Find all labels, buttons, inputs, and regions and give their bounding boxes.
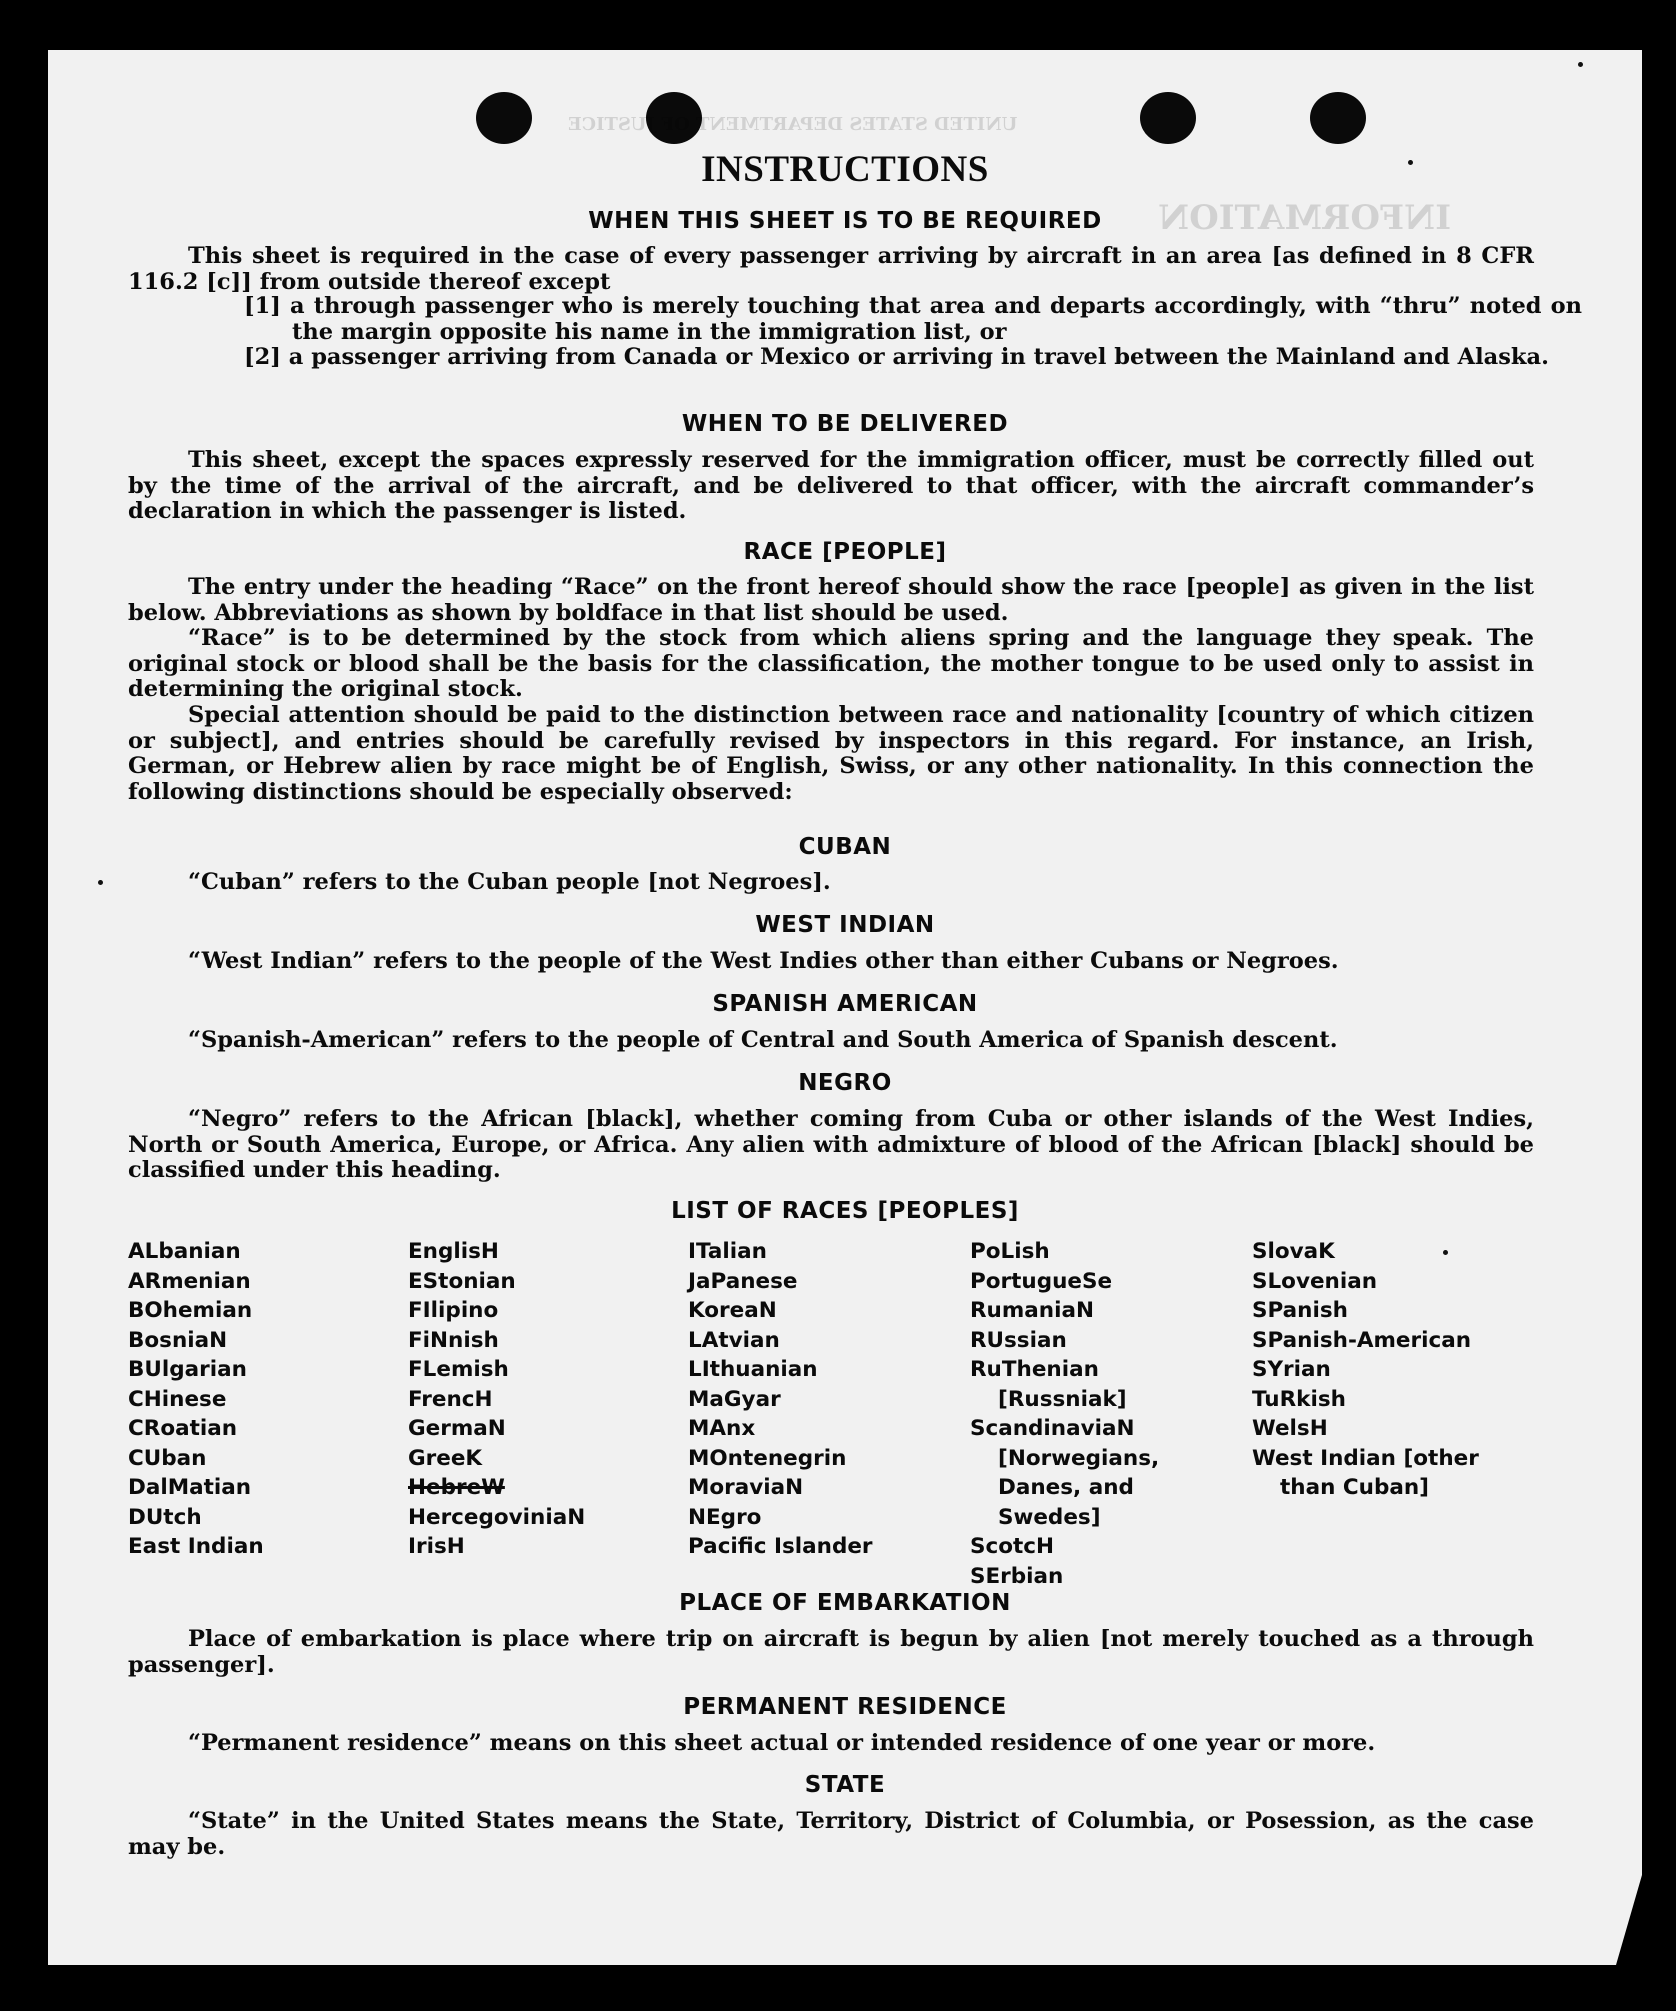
race-item: SYrian (1252, 1357, 1331, 1382)
heading-negro: NEGRO (798, 1070, 892, 1096)
race-item: EStonian (408, 1268, 516, 1294)
race-item: BUlgarian (128, 1357, 247, 1382)
race-item: West Indian [other than Cuban] (1252, 1445, 1479, 1500)
race-item: RuThenian [Russniak] (970, 1357, 1127, 1412)
race-item: SErbian (970, 1563, 1064, 1589)
race-item: SlovaK (1252, 1239, 1335, 1264)
paragraph: “Spanish-American” refers to the people of Central and South America of Spanish descent. (188, 1027, 1338, 1053)
heading-when-delivered: WHEN TO BE DELIVERED (681, 411, 1009, 437)
race-item: BOhemian (128, 1298, 253, 1323)
heading-west-indian: WEST INDIAN (755, 912, 935, 938)
torn-corner (1616, 1875, 1642, 1965)
heading-state: STATE (804, 1772, 886, 1798)
race-item: ARmenian (128, 1268, 251, 1294)
race-item: NEgro (688, 1504, 762, 1530)
paragraph: “Permanent residence” means on this sheet actual or intended residence of one year or more. (188, 1730, 1376, 1756)
race-item: FiNnish (408, 1327, 499, 1353)
speck (1408, 160, 1413, 165)
paragraph: “State” in the United States means the State, Territory, District of Columbia, or Posession, as the case may be. (128, 1808, 1534, 1860)
paragraph: The entry under the heading “Race” on the front hereof should show the race [people] as given in the list below. Abbreviations as shown by boldface in that list should be used. (128, 574, 1534, 626)
race-item: PoLish (970, 1239, 1050, 1264)
race-item: CHinese (128, 1386, 227, 1412)
heading-list-of-races: LIST OF RACES [PEOPLES] (671, 1198, 1019, 1224)
race-item: DalMatian (128, 1475, 252, 1500)
race-item: RUssian (970, 1327, 1067, 1353)
race-column-4 (970, 1237, 1230, 1591)
bleed-through: UNITED STATES DEPARTMENT OF JUSTICE (568, 114, 1018, 135)
race-item: RumaniaN (970, 1298, 1094, 1323)
heading-spanish-american: SPANISH AMERICAN (712, 991, 978, 1017)
speck (1578, 62, 1583, 67)
race-item: FIlipino (408, 1298, 499, 1323)
race-item: GreeK (408, 1445, 483, 1471)
heading-race: RACE [PEOPLE] (743, 539, 947, 565)
exception-item: [1] a through passenger who is merely touching that area and departs accordingly, with “thru” noted on the margin opposite his name in the immigration list, or (244, 293, 1582, 345)
race-item: PortugueSe (970, 1268, 1113, 1294)
race-item: MaGyar (688, 1386, 781, 1412)
race-item: GermaN (408, 1416, 506, 1441)
race-item: JaPanese (688, 1268, 798, 1294)
race-item: WelsH (1252, 1416, 1328, 1441)
paragraph: This sheet, except the spaces expressly reserved for the immigration officer, must be correctly filled out by the time of the arrival of the aircraft, and be delivered to that officer, with the aircraft commander’s declaration in which the passenger is listed. (128, 447, 1534, 524)
race-item: DUtch (128, 1504, 202, 1530)
race-item: SPanish-American (1252, 1327, 1472, 1353)
paragraph: “Negro” refers to the African [black], whether coming from Cuba or other islands of the West Indies, North or South America, Europe, or Africa. Any alien with admixture of blood of the African [black] should be classified under this heading. (128, 1106, 1534, 1183)
race-item: TuRkish (1252, 1386, 1346, 1412)
race-item: EnglisH (408, 1239, 499, 1264)
page-title: INSTRUCTIONS (701, 149, 989, 190)
race-column-5 (1252, 1237, 1522, 1503)
heading-embarkation: PLACE OF EMBARKATION (679, 1590, 1011, 1616)
exception-item: [2] a passenger arriving from Canada or Mexico or arriving in travel between the Mainland and Alaska. (244, 344, 1549, 370)
punch-hole (1310, 92, 1366, 144)
race-item: MAnx (688, 1416, 756, 1441)
race-column-2 (408, 1237, 668, 1562)
speck (1443, 1250, 1448, 1255)
heading-permanent-residence: PERMANENT RESIDENCE (683, 1694, 1007, 1720)
paragraph: Place of embarkation is place where trip on aircraft is begun by alien [not merely touched as a through passenger]. (128, 1626, 1534, 1678)
race-item: CUban (128, 1445, 207, 1471)
race-item: LAtvian (688, 1327, 780, 1353)
paragraph: “West Indian” refers to the people of the West Indies other than either Cubans or Negroes. (188, 948, 1339, 974)
race-item: FLemish (408, 1357, 509, 1382)
race-item: LIthuanian (688, 1357, 818, 1382)
race-item: IrisH (408, 1534, 465, 1559)
race-item: ITalian (688, 1239, 767, 1264)
heading-when-required: WHEN THIS SHEET IS TO BE REQUIRED (588, 208, 1102, 234)
race-item: FrencH (408, 1386, 493, 1412)
race-item: SPanish (1252, 1298, 1348, 1323)
race-item: East Indian (128, 1534, 264, 1559)
heading-cuban: CUBAN (798, 834, 892, 860)
race-item: ScandinaviaN [Norwegians, Danes, and Swedes] (970, 1416, 1160, 1530)
paragraph: Special attention should be paid to the distinction between race and nationality [country of which citizen or subject], and entries should be carefully revised by inspectors in this regard. For instance, an Irish, German, or Hebrew alien by race might be of English, Swiss, or any other nationality. In this connection the following distinctions should be especially observed: (128, 702, 1534, 805)
paragraph: This sheet is required in the case of every passenger arriving by aircraft in an area [as defined in 8 CFR 116.2 [c]] from outside thereof except (128, 243, 1534, 295)
speck (98, 880, 103, 885)
race-item: KoreaN (688, 1298, 777, 1323)
race-item-struck: HebreW (408, 1475, 505, 1500)
punch-hole (1140, 92, 1196, 144)
race-item: SLovenian (1252, 1268, 1378, 1294)
punch-hole (476, 92, 532, 144)
race-column-3 (688, 1237, 958, 1562)
race-item: HercegoviniaN (408, 1504, 586, 1530)
race-item: MOntenegrin (688, 1445, 847, 1471)
race-column-1 (128, 1237, 388, 1562)
race-item: BosniaN (128, 1327, 228, 1353)
paragraph: “Race” is to be determined by the stock from which aliens spring and the language they speak. The original stock or blood shall be the basis for the classification, the mother tongue to be used only to assist in determining the original stock. (128, 625, 1534, 702)
race-item: CRoatian (128, 1416, 238, 1441)
paragraph: “Cuban” refers to the Cuban people [not Negroes]. (188, 869, 831, 895)
race-item: ALbanian (128, 1239, 241, 1264)
document-page (48, 50, 1642, 1965)
race-item: Pacific Islander (688, 1534, 873, 1559)
race-item: ScotcH (970, 1534, 1055, 1559)
bleed-through: INFORMATION (1158, 198, 1452, 238)
race-item: MoraviaN (688, 1475, 804, 1500)
